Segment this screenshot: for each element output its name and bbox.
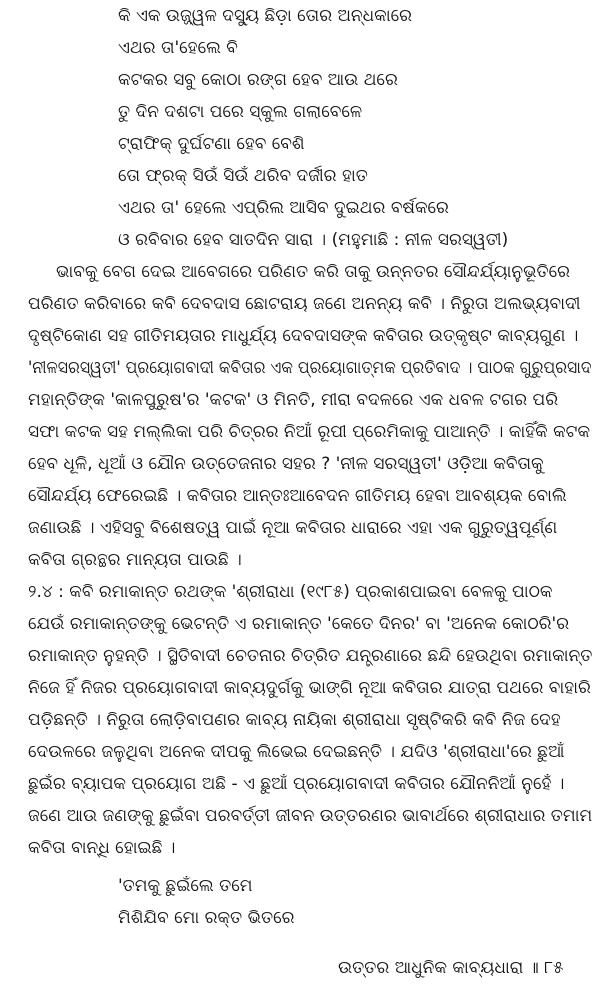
paragraph-line: ହେବ ଧୂଳି, ଧୂଆଁ ଓ ଯୌନ ଉତ୍ତେଜନାର ସହର ? 'ନୀଳ ସରସ୍ୱତୀ' ଓଡ଼ିଆ କବିତାକୁ [28,454,544,474]
poem-line: ମିଶିଯିବ ମୋ ରକ୍ତ ଭିତରେ [118,908,295,928]
page-footer: ଉତ୍ତର ଆଧୁନିକ କାବ୍ୟଧାରା ॥ ୮୫ [338,958,564,978]
poem-line: 'ତମକୁ ଛୁଇଁଲେ ତମେ [118,876,253,896]
paragraph-line: ସୌନ୍ଦର୍ଯ୍ୟ ଫେରେଇଛି । କବିତାର ଆନ୍ତଃଆବେଦନ ଗୀତିମୟ ହେବା ଆବଶ୍ୟକ ବୋଲି [28,486,567,506]
paragraph-line: ଦୃଷ୍ଟିକୋଣ ସହ ଗୀତିମୟତାର ମାଧୁର୍ଯ୍ୟ ଦେବଦାସଙ୍କ କବିତାର ଉତ୍କୃଷ୍ଟ କାବ୍ୟଗୁଣ । [28,326,579,346]
section-paragraph-line: ରମାକାନ୍ତ ନୁହନ୍ତି । ସ୍ଥିତିବାଦୀ ଚେତନାର ଚିତ୍ରିତ ଯନ୍ତ୍ରଣାରେ ଛନ୍ଦି ହେଉଥିବା ରମାକାନ୍ତ [28,646,593,666]
poem-line: ଟ୍ରାଫିକ୍ ଦୁର୍ଘଟଣା ହେବ ବେଶି [118,134,305,154]
paragraph-line: ପରିଣତ କରିବାରେ କବି ଦେବଦାସ ଛୋଟରାୟ ଜଣେ ଅନନ୍ୟ କବି । ନିରୁତା ଅଲଭ୍ୟବାଦୀ [28,294,581,314]
section-paragraph-line: ଛୁଇଁର ବ୍ୟାପକ ପ୍ରୟୋଗ ଅଛି - ଏ ଛୁଆଁ ପ୍ରୟୋଗବାଦୀ କବିତାର ଯୌନନିଆଁ ନୁହେଁ । [28,774,565,794]
section-paragraph-line: ପଡ଼ିଛନ୍ତି । ନିରୁତା ଲୋଡ଼ିବାପଣର କାବ୍ୟ ନାୟିକା ଶ୍ରୀରାଧା ସୃଷ୍ଟିକରି କବି ନିଜ ଦେହ [28,710,561,730]
section-paragraph-line: ନିଜେ ହିଁ ନିଜର ପ୍ରୟୋଗବାଦୀ କାବ୍ୟଦୁର୍ଗକୁ ଭାଙ୍ଗି ନୂଆ କବିତାର ଯାତ୍ରା ପଥରେ ବାହାରି [28,678,591,698]
poem-line: ଏଥର ତା' ହେଲେ ଏପ୍ରିଲ ଆସିବ ଦୁଇଥର ବର୍ଷକରେ [118,198,449,218]
section-paragraph-line: କବିତା ବାନ୍ଧି ହୋଇଛି । [28,838,176,858]
poem-line: ତୋ ଫ୍ରକ୍ ସିଉଁ ସିଉଁ ଥରିବ ଦର୍ଜୀର ହାତ [118,166,368,186]
poem-line: ଓ ରବିବାର ହେବ ସାତଦିନ ସାରା । (ମହୁମାଛି : ନୀଳ ସରସ୍ୱତୀ) [118,230,509,250]
paragraph-line: 'ନୀଳସରସ୍ୱତୀ' ପ୍ରୟୋଗବାଦୀ କବିତାର ଏକ ପ୍ରୟୋଗାତ୍ମକ ପ୍ରତିବାଦ । ପାଠକ ଗୁରୁପ୍ରସାଦ [28,358,592,378]
poem-line: ତୁ ଦିନ ଦଶଟା ପରେ ସ୍କୁଲ ଗଲାବେଳେ [118,102,363,122]
section-paragraph-line: ୨.୪ : କବି ରମାକାନ୍ତ ରଥଙ୍କ 'ଶ୍ରୀରାଧା (୧୯୮୫) ପ୍ରକାଶପାଇବା ବେଳକୁ ପାଠକ [28,582,553,602]
section-paragraph-line: ଯେଉଁ ରମାକାନ୍ତଙ୍କୁ ଭେଟନ୍ତି ଏ ରମାକାନ୍ତ 'କେତେ ଦିନର' ବା 'ଅନେକ କୋଠରି'ର [28,614,570,634]
paragraph-line: ଜଣାଉଛି । ଏହିସବୁ ବିଶେଷତ୍ୱ ପାଇଁ ନୂଆ କବିତାର ଧାରାରେ ଏହା ଏକ ଗୁରୁତ୍ୱପୂର୍ଣ୍ଣ [28,518,558,538]
paragraph-line: ସଫା କଟକ ସହ ମଲ୍ଲିକା ପରି ଚିତ୍ରର ନିଆଁ ରୂପୀ ପ୍ରେମିକାକୁ ପାଆନ୍ତି । କାହିଁକି କଟକ [28,422,591,442]
paragraph-line: ମହାନ୍ତିଙ୍କ 'କାଳପୁରୁଷ'ର 'କଟକ' ଓ ମିନତି, ମୀରା ବଦଳରେ ଏକ ଧବଳ ଟଗର ପରି [28,390,559,410]
poem-line: କଟକର ସବୁ କୋଠା ରଙ୍ଗ ହେବ ଆଉ ଥରେ [118,70,398,90]
section-paragraph-line: ଜଣେ ଆଉ ଜଣଙ୍କୁ ଛୁଇଁବା ପରବର୍ତ୍ତୀ ଜୀବନ ଉତ୍ତରଣର ଭାବାର୍ଥରେ ଶ୍ରୀରାଧାର ତମାମ [28,806,593,826]
paragraph-line: ଭାବକୁ ବେଗ ଦେଇ ଆବେଗରେ ପରିଣତ କରି ତାକୁ ଉନ୍ନତର ସୌନ୍ଦର୍ଯ୍ୟାନୁଭୂତିରେ [56,262,570,282]
paragraph-line: କବିତା ଗ୍ରନ୍ଥର ମାନ୍ୟତା ପାଉଛି । [28,550,242,570]
poem-line: କି ଏକ ଉଜ୍ଜ୍ୱଳ ଦସ୍ୟୁ ଛିଡ଼ା ତୋର ଅନ୍ଧକାରେ [118,6,412,26]
section-paragraph-line: ଦେଉଳରେ ଜଳୁଥିବା ଅନେକ ଦୀପକୁ ଲିଭେଇ ଦେଇଛନ୍ତି । ଯଦିଓ 'ଶ୍ରୀରାଧା'ରେ ଛୁଆଁ [28,742,565,762]
poem-line: ଏଥର ତା'ହେଲେ ବି [118,38,238,58]
